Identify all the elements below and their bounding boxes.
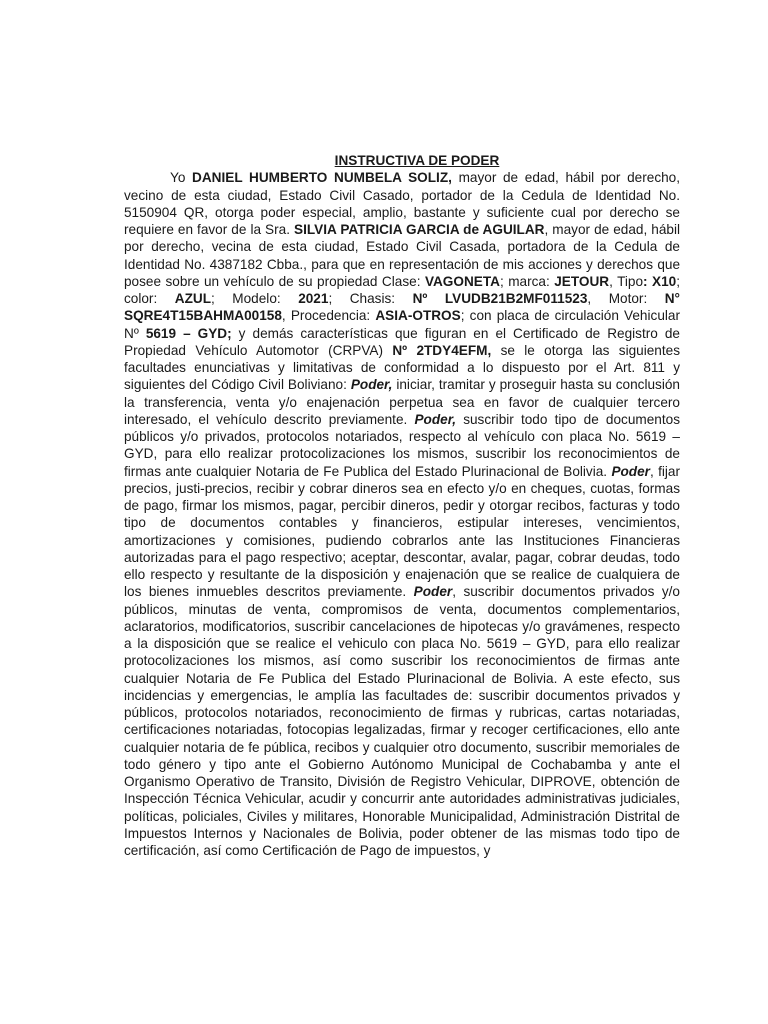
body-text-run: mayor de edad, hábil por derecho, vecino de esta ciudad, Estado Civil Casado, portador de la Cedula de Identidad No. 5150904 QR, otorga poder especial, amplio, bastante y suficiente cual por derecho se requiere en favor de la Sra. bbox=[124, 170, 681, 237]
body-text-run: ; con placa de circulación Vehicular Nº bbox=[124, 308, 680, 341]
body-text-run: ; color: bbox=[124, 273, 680, 306]
body-text-run: ; marca: bbox=[499, 273, 555, 289]
body-emphasis-run: Poder bbox=[413, 584, 453, 600]
body-emphasis-run: Nº 2TDY4EFM, bbox=[392, 342, 492, 358]
body-text-run: ; Modelo: bbox=[211, 291, 299, 306]
document-body bbox=[124, 169, 680, 859]
body-emphasis-run: DANIEL HUMBERTO NUMBELA SOLIZ, bbox=[192, 170, 452, 186]
body-text-run: y demás características que figuran en el Certificado de Registro de Propiedad Vehículo Automotor (CRPVA) bbox=[124, 325, 680, 358]
body-emphasis-run: 5619 – GYD; bbox=[145, 325, 232, 341]
body-emphasis-run: Poder, bbox=[414, 411, 457, 427]
body-text-run: ; Chasis: bbox=[328, 291, 413, 306]
body-text-run: , suscribir documentos privados y/o públicos, minutas de venta, compromisos de venta, documentos complementarios, aclaratorios, modificatorios, suscribir cancelaciones de hipotecas y/o gravámenes, respecto a la disposición que se realice el vehiculo con placa No. 5619 – GYD, para ello realizar protocolizaciones los mismos, así como suscribir los reconocimientos de firmas ante cualquier Notaria de Fe Publica del Estado Plurinacional de Bolivia. A este efecto, sus incidencias y emergencias, le amplía las facultades de: suscribir documentos privados y públicos, protocolos notariados, reconocimiento de firmas y rubricas, cartas notariadas, certificaciones notariadas, fotocopias legalizadas, firmar y recoger certificaciones, ello ante cualquier notaria de fe pública, recibos y cualquier otro documento, suscribir memoriales de todo género y tipo ante el Gobierno Autónomo Municipal de Cochabamba y ante el Organismo Operativo de Transito, División de Registro Vehicular, DIPROVE, obtención de Inspección Técnica Vehicular, acudir y concurrir ante autoridades administrativas judiciales, políticas, policiales, Civiles y militares, Honorable Municipalidad, Administración Distrital de Impuestos Internos y Nacionales de Bolivia, poder obtener de las mismas todo tipo de certificación, así como Certificación de Pago de impuestos, y bbox=[124, 584, 680, 858]
body-text-run: se le otorga las siguientes facultades enunciativas y limitativas de conformidad a lo dispuesto por el Art. 811 y siguientes del Código Civil Boliviano: bbox=[124, 342, 680, 393]
body-emphasis-run: Poder bbox=[611, 463, 650, 479]
body-text-run: , Procedencia: bbox=[281, 308, 376, 324]
body-emphasis-run: 2021 bbox=[298, 291, 329, 306]
body-emphasis-run: Nº LVUDB21B2MF011523 bbox=[412, 291, 588, 306]
body-emphasis-run: : X10 bbox=[643, 273, 677, 289]
body-text-run: Yo bbox=[170, 170, 193, 186]
body-text-run: suscribir todo tipo de documentos públicos y/o privados, protocolos notariados, respecto al vehículo con placa No. 5619 – GYD, para ello realizar protocolizaciones los mismos, suscribir los reconocimientos de firmas ante cualquier Notaria de Fe Publica del Estado Plurinacional de Bolivia. bbox=[124, 411, 680, 479]
body-emphasis-run: JETOUR bbox=[554, 273, 610, 289]
body-text-run: , mayor de edad, hábil por derecho, vecina de esta ciudad, Estado Civil Casada, portadora de la Cedula de Identidad No. 4387182 Cbba., para que en representación de mis acciones y derechos que posee sobre un vehículo de su propiedad Clase: bbox=[124, 222, 680, 289]
document-page bbox=[124, 152, 680, 859]
body-emphasis-run: N° SQRE4T15BAHMA00158 bbox=[124, 291, 680, 324]
body-emphasis-run: AZUL bbox=[174, 291, 212, 306]
document-title: INSTRUCTIVA DE PODER bbox=[334, 153, 500, 168]
body-emphasis-run: SILVIA PATRICIA GARCIA de AGUILAR bbox=[294, 222, 545, 237]
body-emphasis-run: ASIA-OTROS bbox=[375, 308, 461, 324]
body-text-run: iniciar, tramitar y proseguir hasta su conclusión la transferencia, venta y/o enajenación perpetua sea en favor de cualquier tercero interesado, el vehículo descrito previamente. bbox=[124, 377, 680, 427]
body-text-run: , Motor: bbox=[587, 291, 665, 306]
body-emphasis-run: VAGONETA bbox=[424, 273, 500, 289]
body-text-run: , fijar precios, justi-precios, recibir y cobrar dineros sea en efecto y/o en cheques, cuotas, formas de pago, firmar los mismos, pagar, percibir dineros, pedir y otorgar recibos, facturas y todo tipo de documentos contables y financieros, estipular intereses, vencimientos, amortizaciones y comisiones, pudiendo cobrarlos ante las Instituciones Financieras autorizadas para el pago respectivo; aceptar, descontar, avalar, pagar, cobrar deudas, todo ello respecto y resultante de la disposición y enajenación que se realice de cualquiera de los bienes inmuebles descritos previamente. bbox=[124, 463, 680, 600]
body-text-run: , Tipo bbox=[609, 273, 644, 289]
body-emphasis-run: Poder, bbox=[350, 377, 393, 393]
